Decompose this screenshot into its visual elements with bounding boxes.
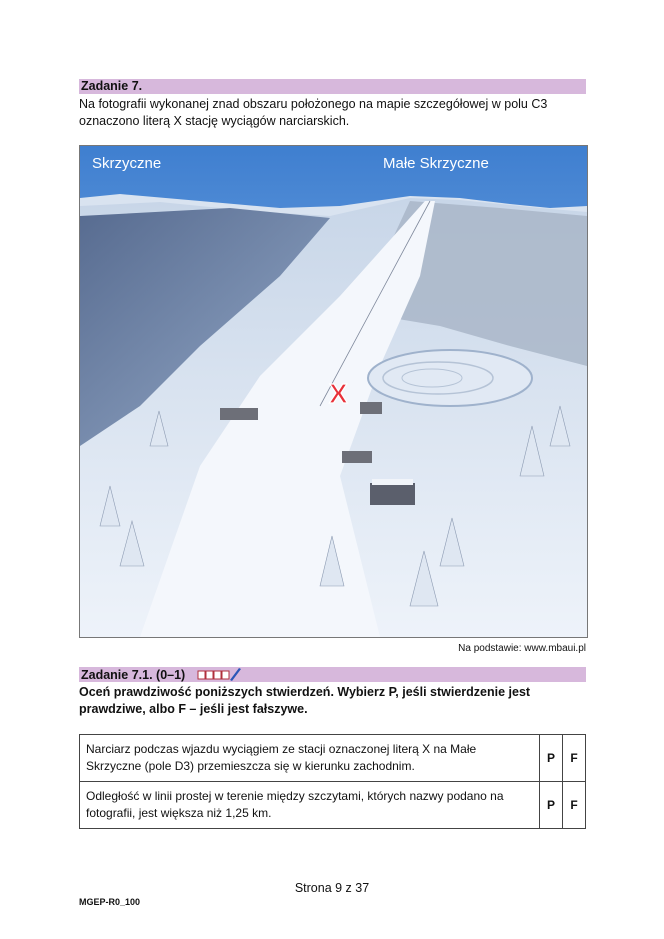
- statements-table: [79, 734, 586, 829]
- statement-row: [80, 782, 586, 829]
- label-male-skrzyczne: Małe Skrzyczne: [383, 155, 489, 172]
- scoring-icon: [197, 667, 241, 684]
- false-option-f[interactable]: F: [563, 782, 586, 829]
- task-7-1-header: [81, 667, 241, 684]
- label-skrzyczne: Skrzyczne: [92, 155, 162, 172]
- statement-text: Odległość w linii prostej w terenie między szczytami, których nazwy podano na fotografii, jest większa niż 1,25 km.: [80, 782, 540, 829]
- true-option-p[interactable]: P: [540, 782, 563, 829]
- task-7-1-title: Zadanie 7.1. (0–1): [81, 667, 186, 682]
- task-7-title: Zadanie 7.: [81, 79, 143, 93]
- task-7-header-bar: [79, 79, 586, 94]
- page-number: Strona 9 z 37: [294, 881, 370, 895]
- true-option-p[interactable]: P: [540, 735, 563, 782]
- task-7-1-instruction: Oceń prawdziwość poniższych stwierdzeń. Wybierz P, jeśli stwierdzenie jest prawdziwe, albo F – jeśli jest fałszywe.: [79, 685, 531, 716]
- station-x-marker: X: [329, 378, 348, 409]
- statement-text: Narciarz podczas wjazdu wyciągiem ze stacji oznaczonej literą X na Małe Skrzyczne (pole D3) przemieszcza się w kierunku zachodnim.: [80, 735, 540, 782]
- task-7-intro: Na fotografii wykonanej znad obszaru położonego na mapie szczegółowej w polu C3 oznaczono literą X stację wyciągów narciarskich.: [79, 97, 548, 128]
- ski-resort-illustration: [80, 146, 587, 637]
- ski-resort-photo: [79, 145, 588, 638]
- statement-row: [80, 735, 586, 782]
- false-option-f[interactable]: F: [563, 735, 586, 782]
- photo-source: Na podstawie: www.mbaui.pl: [458, 643, 586, 654]
- exam-code: MGEP-R0_100: [79, 897, 141, 907]
